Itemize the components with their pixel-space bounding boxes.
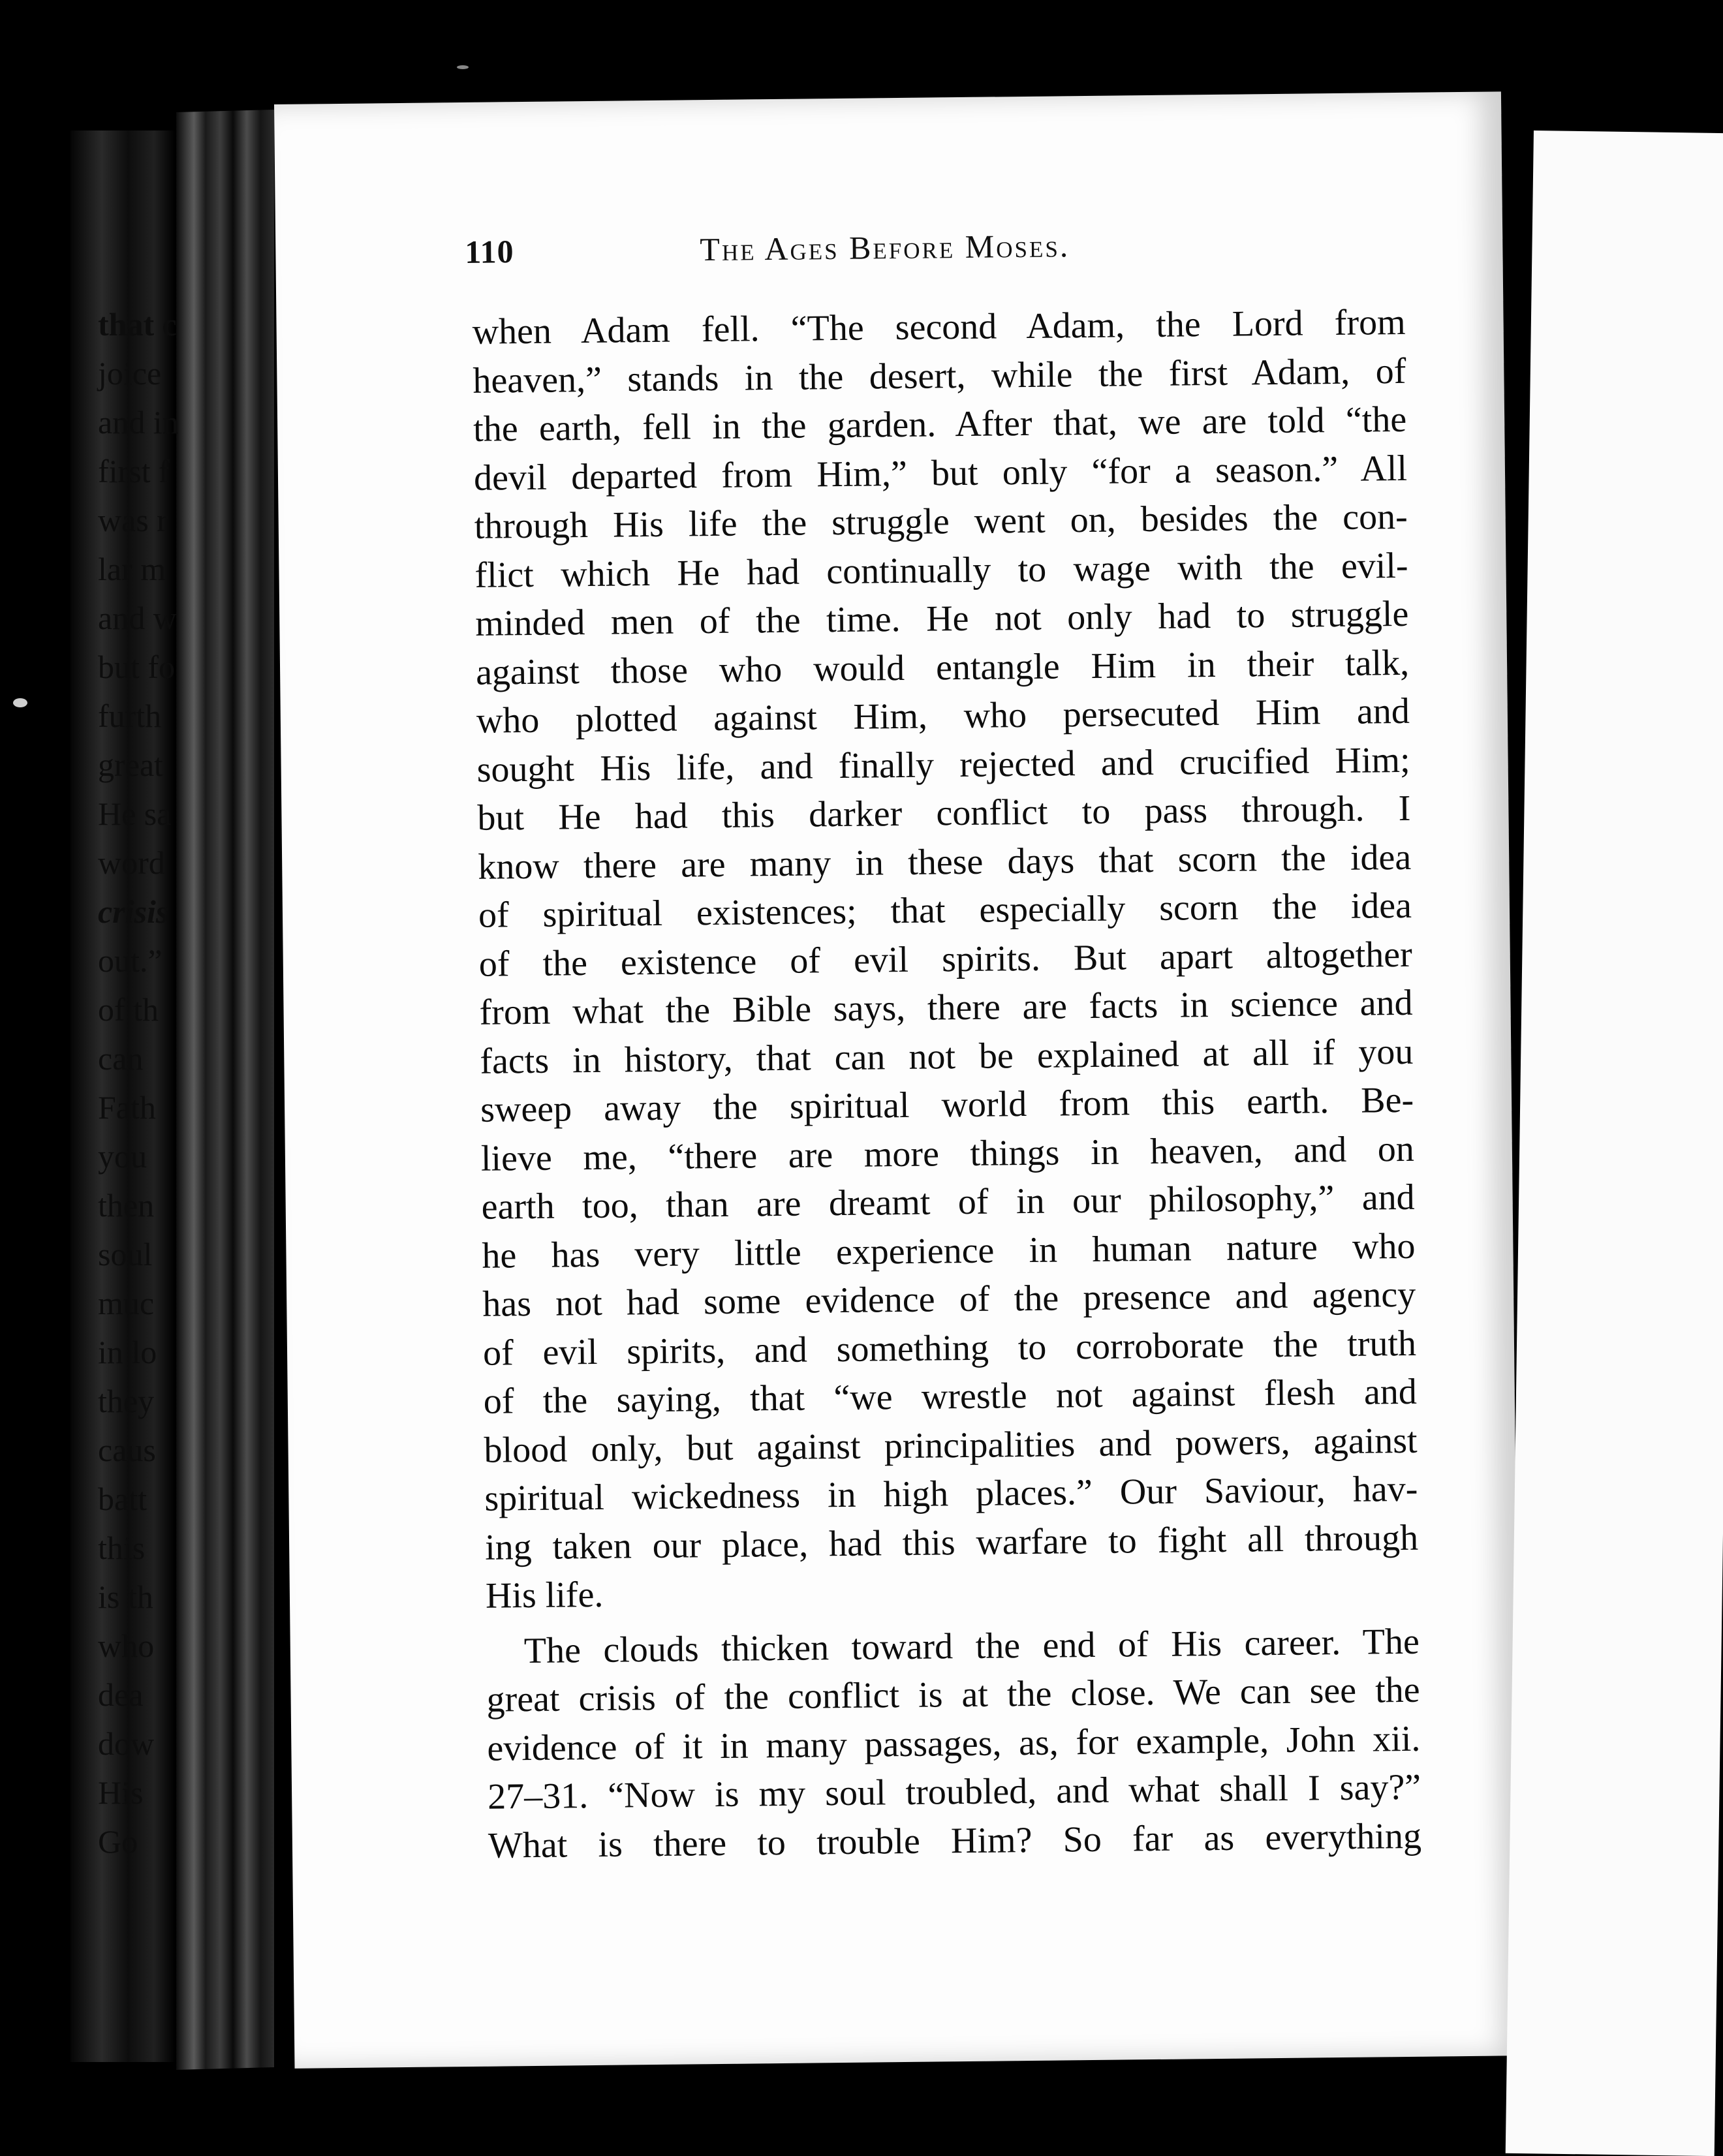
text-line: sought His life, and finally rejected and crucified Him; [476,739,1410,790]
right-text-fragment: in lo [98,1334,157,1370]
text-line: but He had this darker conflict to pass through. I [477,788,1411,839]
text-line: The clouds thicken toward the end of His career. The [523,1621,1420,1671]
running-head-title: The Ages Before Moses. [700,227,1070,268]
right-text-fragment: that c [98,306,177,343]
running-head [465,222,1510,285]
text-line: lieve me, “there are more things in heaven, and on [480,1128,1415,1179]
paragraph-2 [486,1617,1421,1870]
text-line: know there are many in these days that scorn the idea [477,837,1412,887]
text-line: devil departed from Him,” but only “for a season.” All [473,448,1408,499]
text-line: blood only, but against principalities and powers, against [484,1420,1418,1471]
text-line: through His life the struggle went on, besides the con- [474,496,1408,547]
scan-speck [13,698,27,707]
text-line: great crisis of the conflict is at the close. We can see the [486,1669,1420,1720]
text-line: of spiritual existences; that especially scorn the idea [478,885,1412,936]
right-text-fragment: this [98,1530,146,1566]
text-line: of the saying, that “we wrestle not against flesh and [483,1371,1418,1422]
right-page-text [98,300,307,1866]
text-line: flict which He had continually to wage with the evil- [474,545,1408,596]
right-text-fragment: soul [98,1236,153,1272]
right-text-fragment: crisis [98,893,169,930]
right-text-fragment: joice [98,355,162,392]
scan-speck [457,65,469,69]
right-text-fragment: lar m [98,551,166,587]
right-page-fragment [1506,131,1723,2156]
right-text-fragment: then [98,1187,155,1224]
text-line: he has very little experience in human nature who [482,1225,1416,1276]
text-line: earth too, than are dreamt of in our philosophy,” and [481,1177,1415,1227]
right-text-fragment: they [98,1383,155,1419]
right-text-fragment: you [98,1138,147,1175]
right-text-fragment: His [98,1774,144,1811]
body-text [472,298,1421,1870]
right-text-fragment: caus [98,1432,156,1468]
right-text-fragment: but fo [98,649,176,685]
right-text-fragment: who [98,1627,155,1664]
text-line: His life. [485,1574,604,1616]
right-text-fragment: was r [98,502,168,538]
right-text-fragment: He sa [98,795,172,832]
text-line: minded men of the time. He not only had to struggle [475,593,1409,644]
text-line: spiritual wickedness in high places.” Our Saviour, hav- [484,1468,1418,1519]
page-number: 110 [465,233,514,270]
text-line: who plotted against Him, who persecuted Him and [476,690,1410,741]
text-line: ing taken our place, had this warfare to fight all through [484,1517,1419,1568]
right-text-fragment: out.” [98,942,163,979]
text-line: when Adam fell. “The second Adam, the Lord from [472,301,1406,352]
paragraph-1 [472,298,1419,1620]
right-text-fragment: and w [98,600,177,636]
text-line: has not had some evidence of the presence and agency [482,1274,1416,1325]
right-text-fragment: and in [98,404,179,440]
right-text-fragment: batt [98,1481,147,1517]
right-text-fragment: of th [98,991,159,1028]
right-text-fragment: great [98,747,163,783]
right-text-fragment: muc [98,1285,155,1321]
right-text-fragment: word [98,844,165,881]
text-line: sweep away the spiritual world from this earth. Be- [480,1079,1414,1130]
text-line: against those who would entangle Him in their talk, [475,642,1410,693]
text-line: of evil spirits, and something to corroborate the truth [482,1323,1417,1374]
right-text-fragment: furth [98,698,162,734]
right-text-fragment: Go [98,1823,138,1860]
right-text-fragment: first f [98,453,170,489]
text-line: What is there to trouble Him? So far as everything [488,1815,1422,1866]
text-line: evidence of it in many passages, as, for example, John xii. [487,1718,1421,1769]
right-text-fragment: Fath [98,1089,156,1126]
right-text-fragment: dea [98,1676,144,1713]
text-line: of the existence of evil spirits. But apart altogether [478,934,1413,985]
left-page [274,91,1521,2069]
text-line: heaven,” stands in the desert, while the first Adam, of [473,350,1406,401]
text-line: the earth, fell in the garden. After that, we are told “the [473,399,1407,450]
right-text-fragment: can [98,1040,144,1077]
text-line: 27–31. “Now is my soul troubled, and what shall I say?” [487,1766,1421,1817]
right-text-fragment: is th [98,1578,153,1615]
right-text-fragment: dow [98,1725,155,1762]
text-line: from what the Bible says, there are facts in science and [479,982,1413,1033]
text-line: facts in history, that can not be explained at all if you [480,1031,1414,1082]
